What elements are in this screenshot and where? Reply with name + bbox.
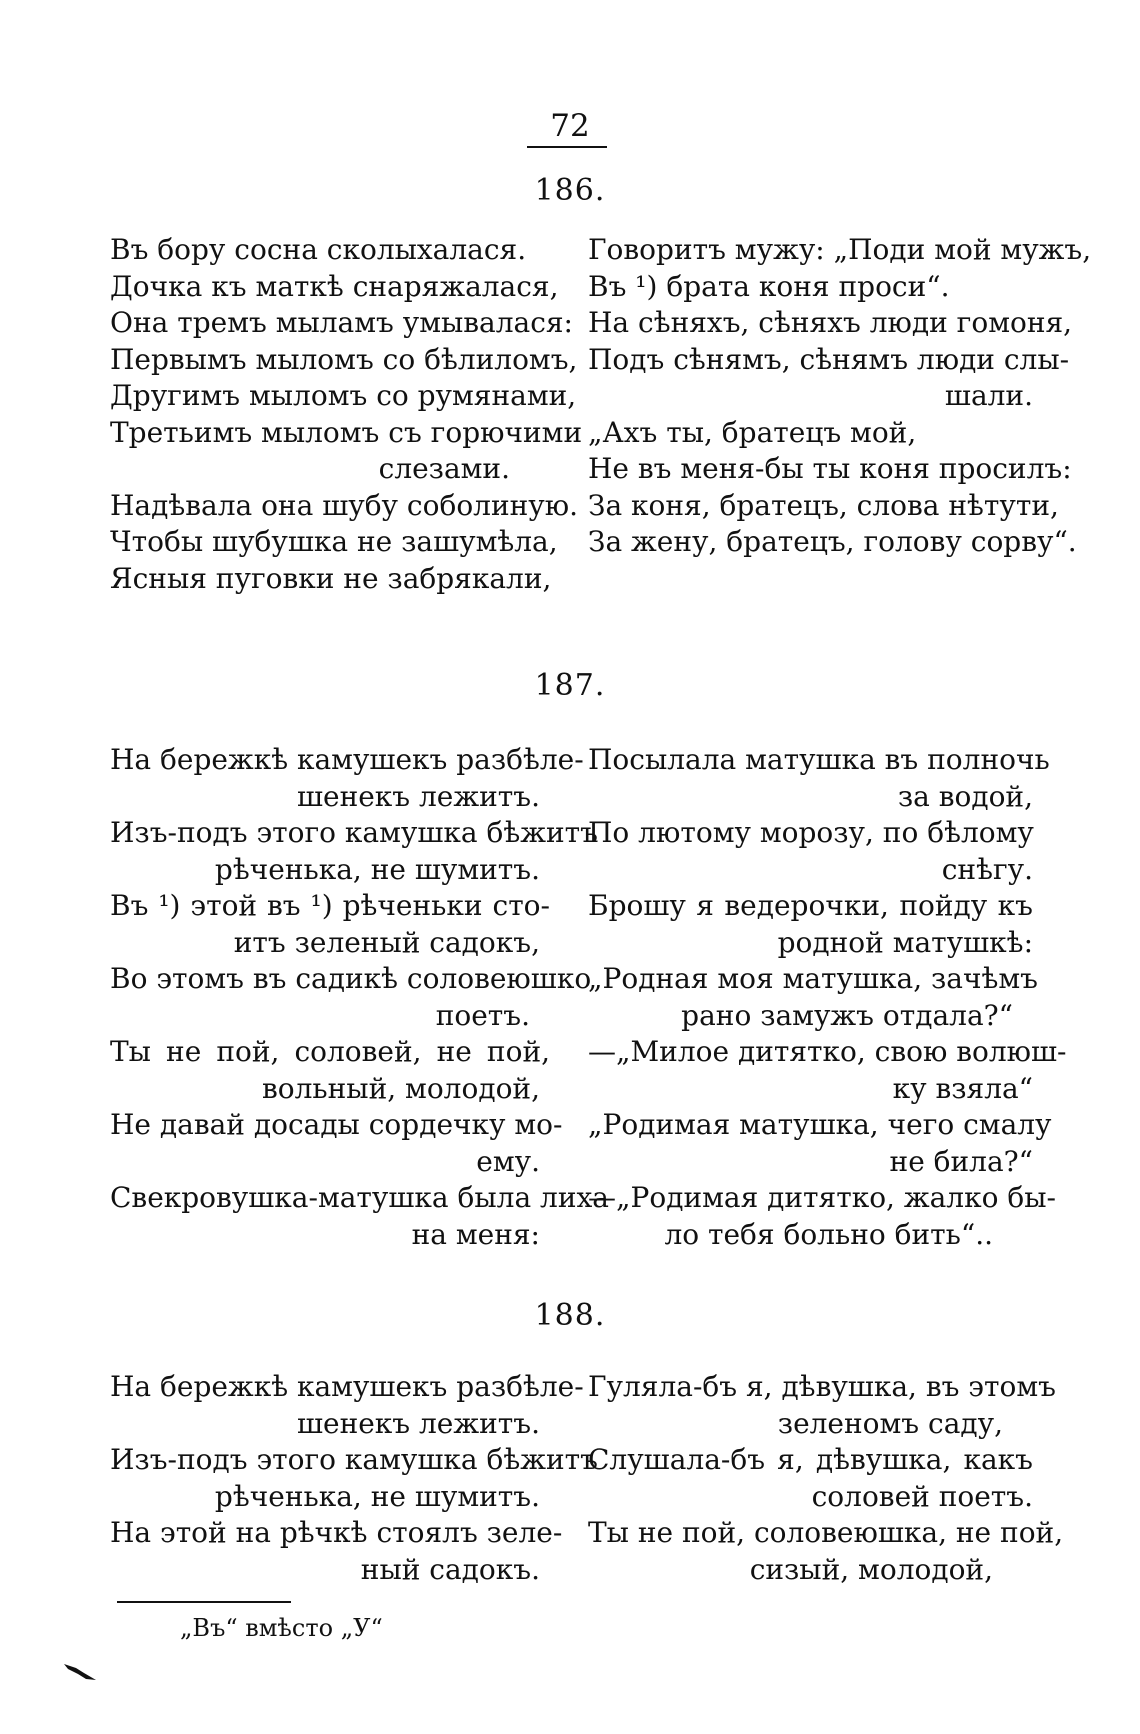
page-number-rule — [527, 146, 607, 148]
verse-line: Надѣвала она шубу соболиную. — [110, 488, 579, 522]
verse-line: По лютому морозу, по бѣлому — [588, 816, 1034, 849]
verse-line: Первымъ мыломъ со бѣлиломъ, — [110, 342, 578, 376]
verse-line: Слушала-бъ я, дѣвушка, какъ — [588, 1443, 1033, 1476]
verse-line-continuation: не била?“ — [889, 1144, 1033, 1178]
verse-line: Говоритъ мужу: „Поди мой мужъ, — [588, 233, 1092, 266]
song-number-187: 187. — [534, 668, 606, 703]
verse-line-continuation: итъ зеленый садокъ, — [233, 925, 540, 959]
verse-line-continuation: соловей поетъ. — [811, 1479, 1033, 1513]
verse-line: Не давай досады сордечку мо- — [110, 1108, 563, 1141]
verse-line: „Ахъ ты, братецъ мой, — [588, 415, 917, 449]
verse-line: Ясныя пуговки не забрякали, — [110, 561, 552, 595]
verse-line: —„Милое дитятко, свою волюш- — [588, 1035, 1067, 1068]
verse-line-continuation: рано замужъ отдала?“ — [681, 998, 1013, 1032]
song-187-left-column — [110, 742, 609, 1253]
verse-line-continuation: за водой, — [897, 779, 1033, 813]
verse-line: Третьимъ мыломъ съ горючими — [110, 415, 583, 449]
song-188-right-column — [588, 1369, 1064, 1588]
verse-line: Ты не пой, соловеюшка, не пой, — [588, 1516, 1064, 1549]
verse-line: „Родная моя матушка, зачѣмъ — [588, 962, 1038, 995]
verse-line: Изъ-подъ этого камушка бѣжитъ — [110, 1443, 598, 1476]
verse-line: Чтобы шубушка не зашумѣла, — [110, 525, 558, 558]
verse-line-continuation: слезами. — [378, 452, 510, 485]
verse-line: Она тремъ мыламъ умывалася: — [110, 306, 573, 339]
verse-line-continuation: ему. — [476, 1144, 540, 1178]
verse-line-continuation: шали. — [944, 379, 1033, 412]
verse-line-continuation: сизый, молодой, — [749, 1552, 993, 1586]
song-188-left-column — [110, 1369, 598, 1588]
verse-line-continuation: родной матушкѣ: — [777, 925, 1033, 959]
verse-line-continuation: ло тебя больно бить“.. — [664, 1217, 993, 1251]
song-186-right-column — [588, 232, 1092, 561]
verse-line-continuation: ный садокъ. — [360, 1552, 540, 1586]
verse-line: Въ ¹) этой въ ¹) рѣченьки сто- — [110, 889, 550, 922]
verse-line: Подъ сѣнямъ, сѣнямъ люди слы- — [588, 342, 1070, 376]
verse-line: Брошу я ведерочки, пойду къ — [588, 889, 1033, 922]
verse-line-continuation: на меня: — [411, 1217, 540, 1251]
verse-line-continuation: шенекъ лежитъ. — [296, 779, 540, 813]
verse-line: На бережкѣ камушекъ разбѣле- — [110, 743, 584, 776]
footnote: „Въ“ вмѣсто „У“ — [180, 1614, 383, 1642]
verse-line: На этой на рѣчкѣ стоялъ зеле- — [110, 1516, 563, 1549]
song-number-188: 188. — [534, 1298, 606, 1333]
page-number: 72 — [550, 108, 590, 144]
verse-line: Гуляла-бъ я, дѣвушка, въ этомъ — [588, 1370, 1056, 1403]
verse-line: Въ ¹) брата коня проси“. — [588, 269, 950, 303]
verse-line: Не въ меня-бы ты коня просилъ: — [588, 452, 1072, 485]
verse-line-continuation: вольный, молодой, — [261, 1071, 540, 1105]
verse-line: За коня, братецъ, слова нѣтути, — [588, 488, 1059, 522]
verse-line-continuation: рѣченька, не шумитъ. — [214, 852, 540, 886]
verse-line: Ты не пой, соловей, не пой, — [110, 1035, 550, 1068]
song-186-left-column — [110, 232, 583, 597]
verse-line: Свекровушка-матушка была лиха — [110, 1181, 609, 1214]
verse-line-continuation: снѣгу. — [941, 852, 1033, 886]
verse-line-continuation: шенекъ лежитъ. — [296, 1406, 540, 1440]
ink-mark-icon — [62, 1660, 98, 1682]
verse-line: На бережкѣ камушекъ разбѣле- — [110, 1370, 584, 1403]
verse-line: Изъ-подъ этого камушка бѣжитъ — [110, 816, 598, 849]
verse-line: „Родимая матушка, чего смалу — [588, 1108, 1052, 1141]
verse-line: На сѣняхъ, сѣняхъ люди гомоня, — [588, 306, 1073, 339]
verse-line: Посылала матушка въ полночь — [588, 743, 1050, 776]
song-number-186: 186. — [534, 173, 606, 208]
verse-line: За жену, братецъ, голову сорву“. — [588, 525, 1077, 558]
footnote-rule — [117, 1601, 291, 1603]
verse-line-continuation: рѣченька, не шумитъ. — [214, 1479, 540, 1513]
verse-line-continuation: поетъ. — [435, 998, 530, 1032]
verse-line: Во этомъ въ садикѣ соловеюшко — [110, 962, 592, 995]
verse-line: Въ бору сосна сколыхалася. — [110, 233, 527, 266]
verse-line: Другимъ мыломъ со румянами, — [110, 379, 577, 412]
verse-line: —„Родимая дитятко, жалко бы- — [588, 1181, 1056, 1214]
verse-line-continuation: зеленомъ саду, — [777, 1406, 1003, 1440]
verse-line: Дочка къ маткѣ снаряжалася, — [110, 269, 559, 303]
verse-line-continuation: ку взяла“ — [892, 1071, 1033, 1105]
song-187-right-column — [588, 742, 1067, 1253]
